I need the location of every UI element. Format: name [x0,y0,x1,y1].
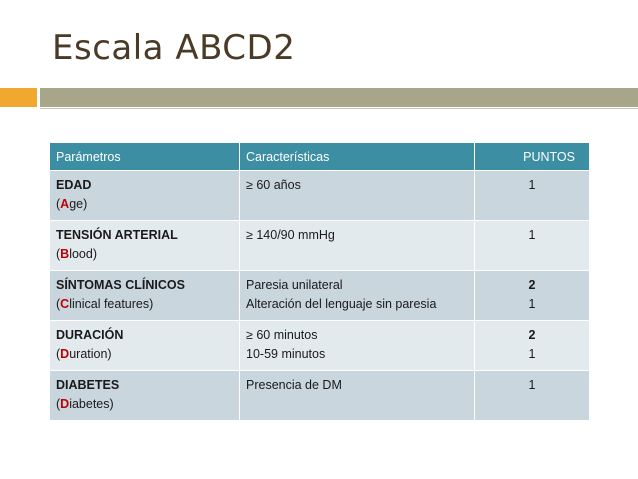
characteristics-cell [240,271,475,321]
points-cell [475,371,590,421]
param-letter: B [60,247,70,261]
param-subtitle: (Duration) [56,347,112,361]
characteristics-cell [240,321,475,371]
points-value: 1 [528,297,536,311]
characteristic-line: 10-59 minutos [246,347,326,361]
points-cell [475,321,590,371]
param-subtitle: (Age) [56,197,88,211]
slide-title: Escala ABCD2 [52,28,296,68]
table-row [50,371,590,421]
param-letter: D [60,347,70,361]
accent-bar-olive-line [40,108,638,109]
param-subtitle: (Diabetes) [56,397,114,411]
param-name: TENSIÓN ARTERIAL [56,228,178,242]
characteristic-line: ≥ 60 años [246,178,301,192]
table-row [50,321,590,371]
table-row [50,171,590,221]
header-puntos: PUNTOS [475,143,590,171]
points-value: 1 [528,228,536,242]
param-subtitle: (Blood) [56,247,97,261]
header-parametros: Parámetros [50,143,240,171]
param-cell [50,221,240,271]
characteristics-cell [240,221,475,271]
points-value: 2 [528,278,536,292]
characteristics-cell [240,171,475,221]
table-row [50,271,590,321]
points-cell [475,221,590,271]
characteristic-line: Paresia unilateral [246,278,343,292]
abcd2-table [49,142,590,421]
param-letter: A [60,197,70,211]
table-header-row [50,143,590,171]
points-cell [475,271,590,321]
points-cell [475,171,590,221]
table-row [50,221,590,271]
points-value: 1 [528,378,536,392]
accent-bar-orange [0,88,37,107]
param-subtitle: (Clinical features) [56,297,154,311]
points-value: 2 [528,328,536,342]
points-value: 1 [528,178,536,192]
points-value: 1 [528,347,536,361]
characteristics-cell [240,371,475,421]
param-name: DIABETES [56,378,120,392]
param-cell [50,371,240,421]
characteristic-line: Alteración del lenguaje sin paresia [246,297,437,311]
param-cell [50,271,240,321]
header-caracteristicas: Características [240,143,475,171]
accent-bar-olive [40,88,638,107]
param-name: DURACIÓN [56,328,124,342]
param-cell [50,171,240,221]
characteristic-line: ≥ 140/90 mmHg [246,228,335,242]
param-name: EDAD [56,178,92,192]
characteristic-line: Presencia de DM [246,378,342,392]
param-name: SÍNTOMAS CLÍNICOS [56,278,185,292]
param-cell [50,321,240,371]
param-letter: C [60,297,70,311]
characteristic-line: ≥ 60 minutos [246,328,318,342]
param-letter: D [60,397,70,411]
